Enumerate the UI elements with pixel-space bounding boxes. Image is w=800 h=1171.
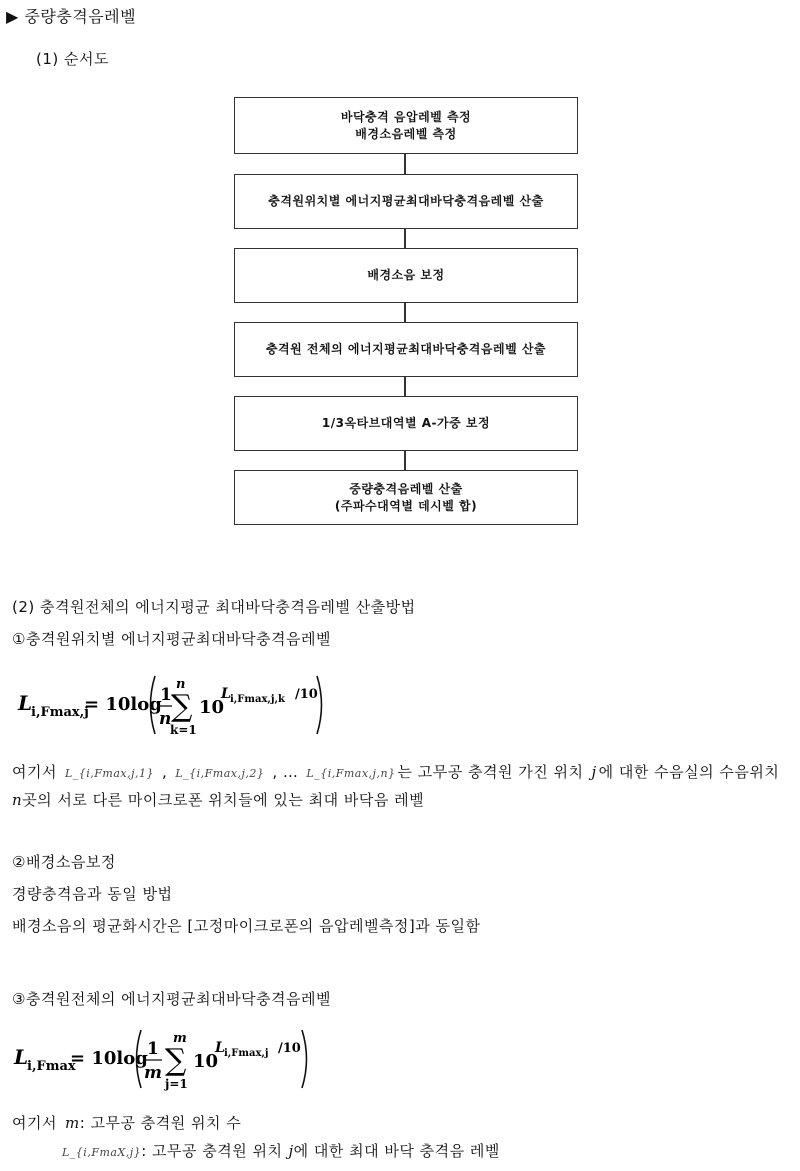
flow-connector [404, 302, 406, 322]
sub2-line1: 경량충격음과 동일 방법 [12, 885, 173, 903]
page-heading: ▶ 중량충격음레벨 [6, 7, 137, 26]
section2-title: (2) 충격원전체의 에너지평균 최대바닥충격음레벨 산출방법 [12, 598, 416, 616]
symbol-n: n [12, 791, 23, 809]
formula-3-den: m [144, 1063, 162, 1083]
flow-step-5 [234, 396, 578, 451]
formula-1-exp-sub: i,Fmax,j,k [230, 694, 285, 705]
sub1-desc-line1 [12, 761, 779, 782]
formula-1-base: 10 [199, 697, 225, 718]
desc-text-tail: 에 대한 수음실의 수음위치 [598, 763, 780, 781]
sub2-title: ②배경소음보정 [12, 853, 116, 871]
desc-sep: , [162, 763, 168, 781]
formula-1-num: 1 [160, 685, 172, 705]
sub2-line2: 배경소음의 평균화시간은 [고정마이크로폰의 음압레벨측정]과 동일함 [12, 917, 481, 935]
symbol-L-1: L_{i,Fmax,j,1} [64, 767, 155, 780]
flow-step-1 [234, 97, 578, 154]
flow-connector [404, 153, 406, 174]
flow-connector [404, 376, 406, 396]
sub3-title: ③충격원전체의 에너지평균최대바닥충격음레벨 [12, 990, 332, 1008]
symbol-j: j [591, 763, 597, 781]
desc-text: 는 고무공 충격원 가진 위치 [397, 763, 584, 781]
formula-3-sum-top: m [173, 1031, 187, 1046]
formula-1-sum-top: n [176, 677, 186, 692]
right-paren [317, 676, 322, 734]
desc-prefix: 여기서 [12, 1114, 57, 1132]
flow-step-1-line2: 배경소음레벨 측정 [355, 126, 457, 141]
flow-step-6 [234, 470, 578, 525]
formula-3-num: 1 [147, 1039, 159, 1059]
symbol-j: j [288, 1142, 294, 1160]
formula-3-lhs: L [14, 1045, 29, 1069]
formula-3-eq: = 10log [70, 1048, 148, 1069]
right-paren [302, 1030, 307, 1088]
flow-connector [404, 450, 406, 470]
sub3-desc-line2 [62, 1140, 500, 1161]
flow-step-6-line1: 중량충격음레벨 산출 [349, 481, 463, 496]
sub3-desc-line1 [12, 1112, 241, 1133]
flow-step-2 [234, 174, 578, 229]
formula-1-lhs: L [18, 691, 33, 715]
desc-m-text: : 고무공 충격원 위치 수 [79, 1114, 242, 1132]
sub1-title: ①충격원위치별 에너지평균최대바닥충격음레벨 [12, 630, 332, 648]
formula-3-sum-bottom: j=1 [165, 1077, 188, 1091]
formula-1-lhs-sub: i,Fmax,j [31, 705, 89, 720]
formula-3-exp-tail: /10 [278, 1041, 301, 1056]
formula-1-sum-bottom: k=1 [170, 723, 197, 737]
formula-3-exp-sub: i,Fmax,j [224, 1048, 269, 1059]
formula-3-base: 10 [193, 1051, 219, 1072]
sub1-desc-line2 [12, 789, 424, 810]
symbol-m: m [64, 1114, 80, 1132]
flow-step-4-line1: 충격원 전체의 에너지평균최대바닥충격음레벨 산출 [265, 342, 547, 356]
formula-3 [10, 1022, 320, 1096]
flow-step-5-line1: 1/3옥타브대역별 A-가중 보정 [321, 416, 491, 430]
sigma-symbol: ∑ [165, 1043, 187, 1078]
flow-step-1-line1: 바닥충격 음압레벨 측정 [340, 109, 472, 124]
desc-text-2: 곳의 서로 다른 마이크로폰 위치들에 있는 최대 바닥음 레벨 [22, 791, 425, 809]
flow-step-2-line1: 충격원위치별 에너지평균최대바닥충격음레벨 산출 [268, 194, 544, 208]
formula-1-eq: = 10log [84, 694, 162, 715]
desc-sep: , … [272, 763, 299, 781]
symbol-L-2: L_{i,Fmax,j,2} [175, 767, 265, 780]
symbol-L-n: L_{i,Fmax,j,n} [306, 767, 396, 780]
desc-prefix: 여기서 [12, 763, 57, 781]
symbol-L-j: L_{i,FmaX,j} [62, 1146, 142, 1159]
formula-1-exp-tail: /10 [295, 687, 318, 702]
flow-step-6-line2: (주파수대역별 데시벨 합) [334, 498, 478, 513]
formula-3-lhs-sub: i,Fmax [27, 1059, 76, 1074]
flowchart-title: (1) 순서도 [36, 50, 109, 68]
formula-1-den: n [159, 709, 172, 729]
formula-3-exp-L: L [215, 1040, 225, 1056]
desc-sym2-text: : 고무공 충격원 위치 [141, 1142, 283, 1160]
flow-step-3 [234, 248, 578, 303]
flow-step-3-line1: 배경소음 보정 [367, 268, 445, 282]
sigma-symbol: ∑ [171, 689, 193, 724]
formula-1-exp-L: L [221, 686, 231, 702]
flow-connector [404, 228, 406, 248]
flow-step-4 [234, 322, 578, 377]
formula-1 [14, 668, 344, 742]
desc-sym2-tail: 에 대한 최대 바닥 충격음 레벨 [293, 1142, 500, 1160]
